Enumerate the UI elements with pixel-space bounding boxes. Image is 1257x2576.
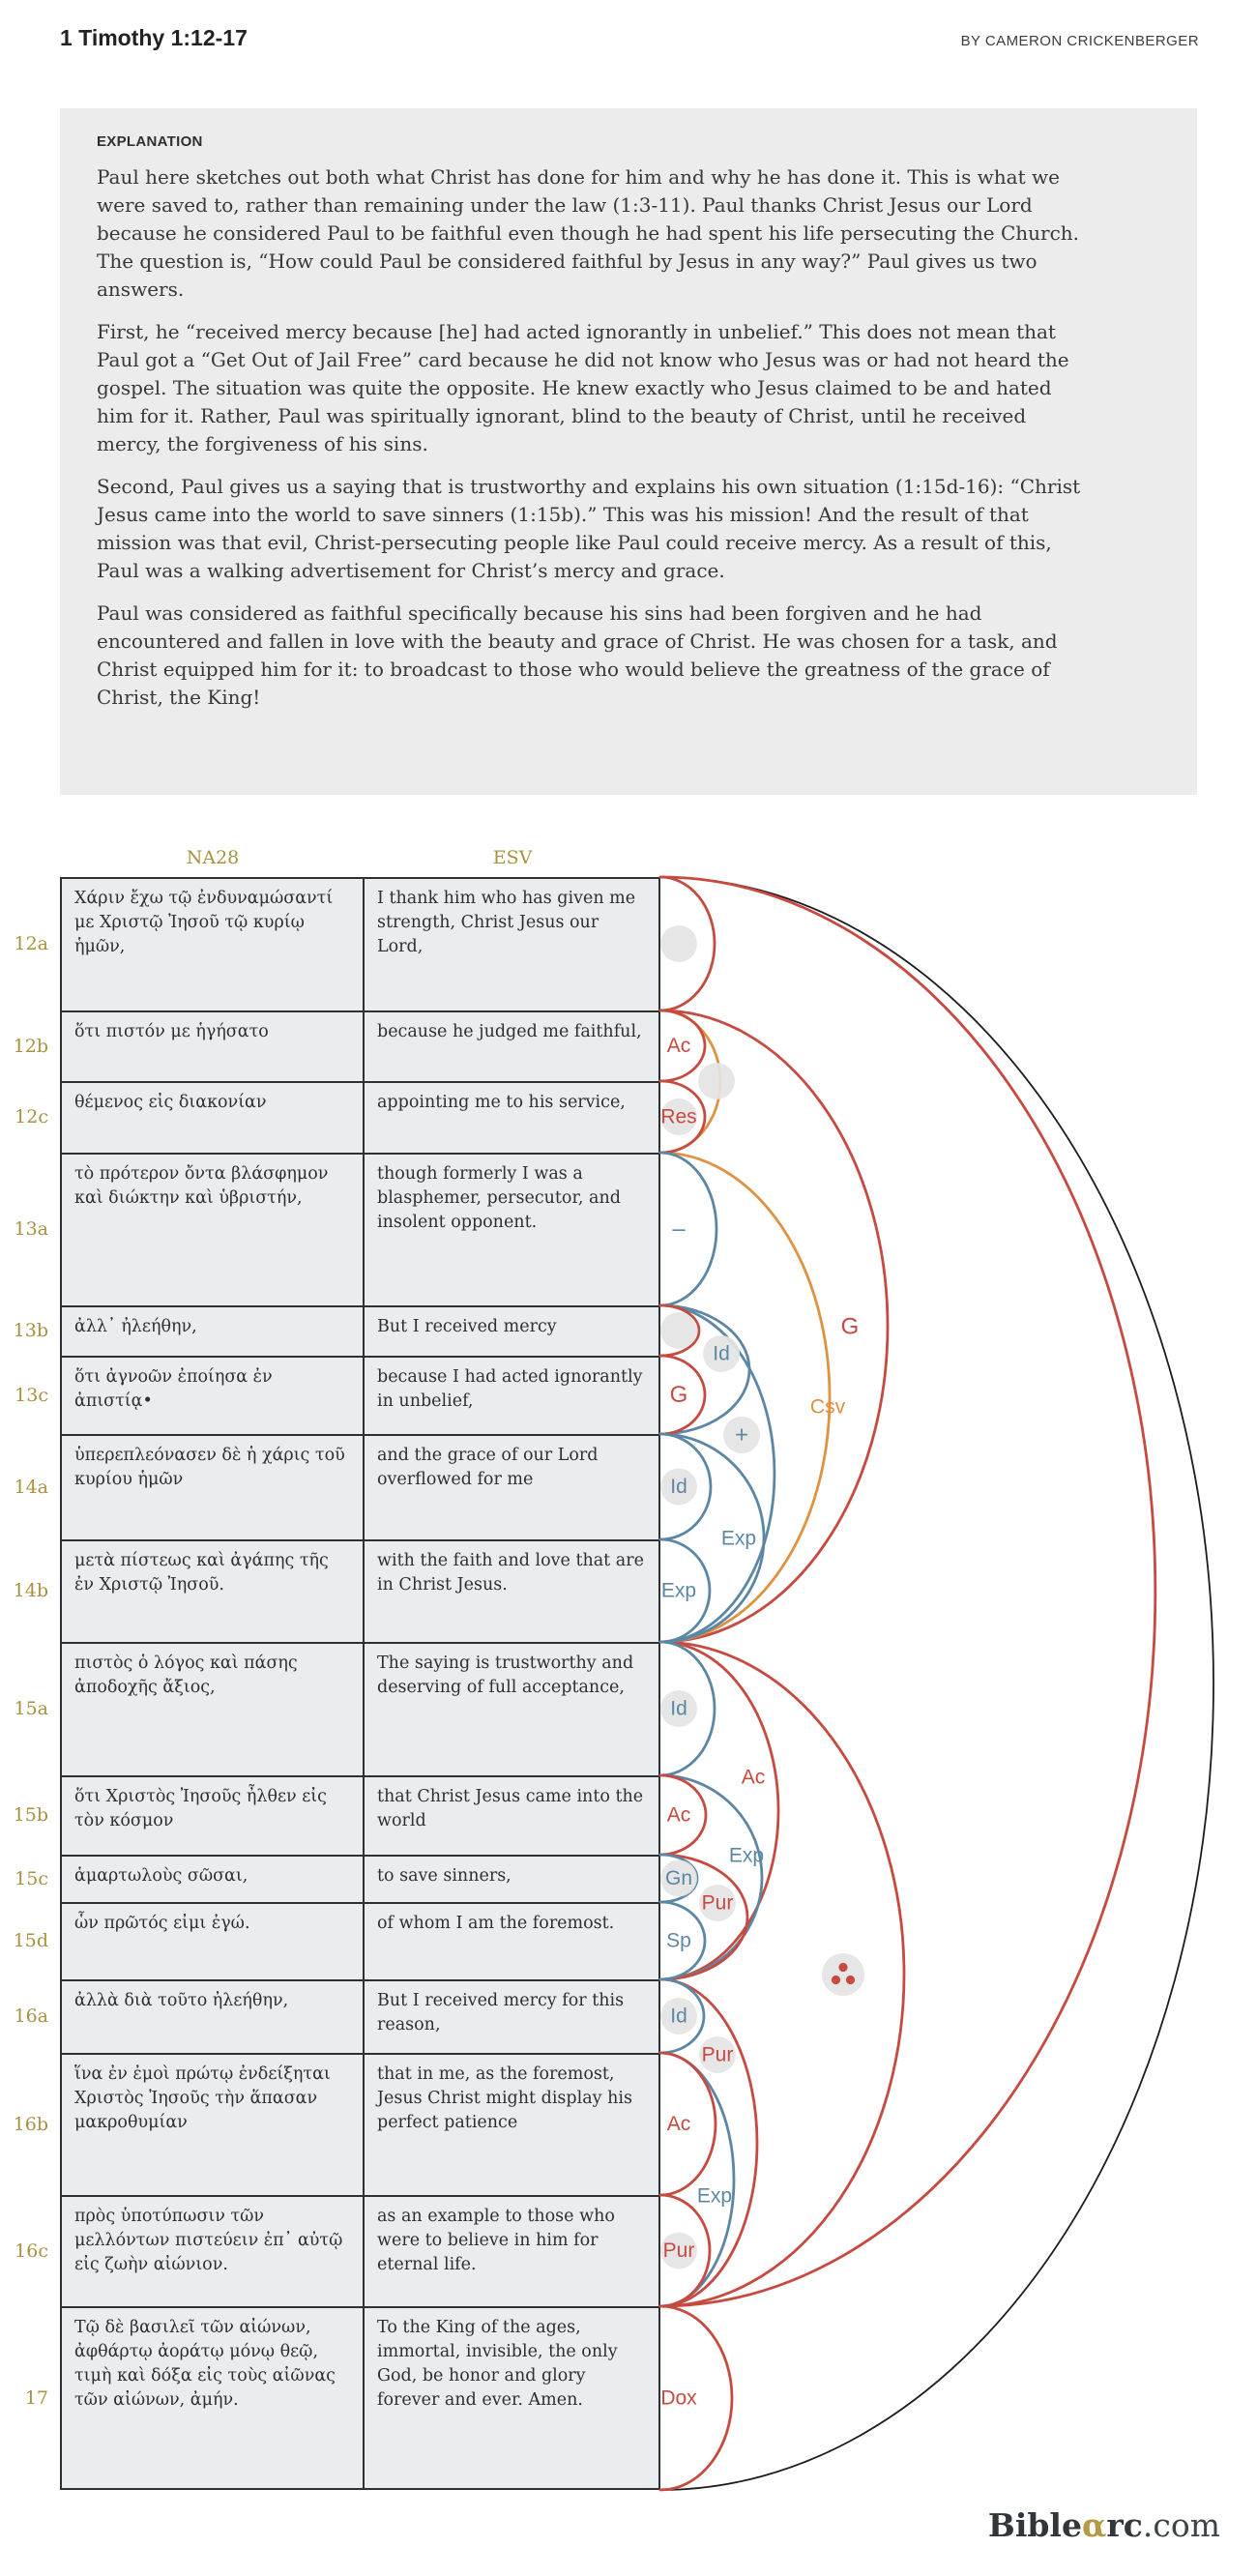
verse-ref-16c: 16c [15, 2239, 48, 2262]
greek-cell: ὑπερεπλεόνασεν δὲ ἡ χάρις τοῦ κυρίου ἡμῶν [60, 1436, 365, 1539]
arc-label-Id: Id [670, 1697, 687, 1720]
logo-com: .com [1142, 2506, 1220, 2544]
verse-ref-12b: 12b [13, 1035, 48, 1057]
arc-label-Gn: Gn [664, 1867, 693, 1889]
english-cell: But I received mercy [365, 1307, 660, 1356]
verse-ref-12a: 12a [14, 933, 48, 954]
english-cell: to save sinners, [365, 1857, 660, 1902]
greek-cell: ἀλλ᾽ ἠλεήθην, [60, 1307, 365, 1356]
verse-ref-13c: 13c [15, 1384, 48, 1406]
arc-label-Res: Res [660, 1105, 697, 1128]
greek-cell: ὅτι ἀγνοῶν ἐποίησα ἐν ἀπιστίᾳ• [60, 1358, 365, 1434]
english-cell: appointing me to his service, [365, 1083, 660, 1153]
english-cell: The saying is trustworthy and deserving of full acceptance, [365, 1644, 660, 1775]
english-cell: with the faith and love that are in Christ Jesus. [365, 1541, 660, 1642]
logo-alpha-icon: α [1081, 2506, 1107, 2544]
label-circle [698, 1063, 735, 1099]
verse-ref-15d: 15d [13, 1930, 48, 1951]
verse-ref-16b: 16b [13, 2113, 48, 2135]
arc-label-Ac: Ac [666, 1035, 691, 1057]
explanation-paragraph: Paul here sketches out both what Christ has done for him and why he has done it. This is what we were saved to, rather than remaining under the law (1:3-11). Paul thanks Christ Jesus our Lord because he considered Paul to be faithful even though he had spent his life persecuting the Church. The question is, “How could Paul be considered faithful by Jesus in any way?” Paul gives us two answers. [97, 165, 1080, 301]
arc-12a-17 [660, 877, 1213, 2490]
english-cell: though formerly I was a blasphemer, persecutor, and insolent opponent. [365, 1155, 660, 1305]
arc-label-Ac: Ac [741, 1766, 766, 1789]
english-cell: because I had acted ignorantly in unbelief, [365, 1358, 660, 1434]
verse-ref-14b: 14b [13, 1580, 48, 1601]
arc-label-G: G [669, 1382, 688, 1408]
verse-ref-15a: 15a [14, 1698, 48, 1719]
label-circle [660, 1312, 697, 1349]
arc-label-Dox: Dox [660, 2386, 697, 2410]
greek-cell: Χάριν ἔχω τῷ ἐνδυναμώσαντί με Χριστῷ Ἰησοῦ τῷ κυρίῳ ἡμῶν, [60, 879, 365, 1010]
logo-rc: rc [1106, 2506, 1143, 2544]
greek-cell: Τῷ δὲ βασιλεῖ τῶν αἰώνων, ἀφθάρτῳ ἀοράτῳ μόνῳ θεῷ, τιμὴ καὶ δόξα εἰς τοὺς αἰῶνας τῶν αἰώνων, ἀμήν. [60, 2308, 365, 2488]
arc-label-Exp: Exp [720, 1527, 757, 1550]
greek-cell: τὸ πρότερον ὄντα βλάσφημον καὶ διώκτην καὶ ὑβριστήν, [60, 1155, 365, 1305]
english-cell: as an example to those who were to believe in him for eternal life. [365, 2197, 660, 2306]
english-cell: that Christ Jesus came into the world [365, 1777, 660, 1855]
explanation-paragraph: Second, Paul gives us a saying that is trustworthy and explains his own situation (1:15d-16): “Christ Jesus came into the world to save sinners (1:15b).” This was his mission! And the result of that mission was that evil, Christ-persecuting people like Paul could receive mercy. As a result of this, Paul was a walking advertisement for Christ’s mercy and grace. [97, 475, 1081, 582]
arc-label-Exp: Exp [696, 2184, 733, 2208]
column-header-english: ESV [492, 847, 533, 868]
explanation-heading: EXPLANATION [97, 133, 203, 150]
greek-cell: ἀλλὰ διὰ τοῦτο ἠλεήθην, [60, 1981, 365, 2053]
arc-label-G: G [840, 1313, 860, 1340]
therefore-dot [832, 1976, 840, 1984]
greek-cell: ὅτι πιστόν με ἡγήσατο [60, 1012, 365, 1081]
greek-cell: θέμενος εἰς διακονίαν [60, 1083, 365, 1153]
arc-label-Id: Id [713, 1342, 730, 1365]
greek-cell: πρὸς ὑποτύπωσιν τῶν μελλόντων πιστεύειν ἐπ᾽ αὐτῷ εἰς ζωὴν αἰώνιον. [60, 2197, 365, 2306]
english-cell: I thank him who has given me strength, Christ Jesus our Lord, [365, 879, 660, 1010]
verse-ref-13a: 13a [14, 1218, 48, 1240]
english-cell: But I received mercy for this reason, [365, 1981, 660, 2053]
english-cell: that in me, as the foremost, Jesus Christ might display his perfect patience [365, 2055, 660, 2195]
greek-cell: ὧν πρῶτός εἰμι ἐγώ. [60, 1904, 365, 1979]
arc-label-Pur: Pur [701, 1891, 734, 1915]
byline: BY CAMERON CRICKENBERGER [960, 33, 1199, 49]
arc-13a [660, 1153, 716, 1305]
greek-cell: ὅτι Χριστὸς Ἰησοῦς ἦλθεν εἰς τὸν κόσμον [60, 1777, 365, 1855]
verse-ref-15b: 15b [13, 1804, 48, 1826]
greek-cell: ἁμαρτωλοὺς σῶσαι, [60, 1857, 365, 1902]
english-cell: because he judged me faithful, [365, 1012, 660, 1081]
verse-ref-13b: 13b [13, 1320, 48, 1341]
arc-12a-16c [660, 877, 1155, 2306]
therefore-icon [822, 1953, 864, 1996]
arc-label-Id: Id [670, 2005, 687, 2028]
english-cell: and the grace of our Lord overflowed for me [365, 1436, 660, 1539]
arc-label-Pur: Pur [662, 2239, 695, 2262]
arc-label-pos: + [734, 1421, 749, 1449]
verse-ref-17: 17 [24, 2387, 48, 2409]
arc-label-Id: Id [670, 1476, 687, 1498]
arc-label-Ac: Ac [666, 2113, 691, 2135]
greek-cell: ἵνα ἐν ἐμοὶ πρώτῳ ἐνδείξηται Χριστὸς Ἰησοῦς τὴν ἅπασαν μακροθυμίαν [60, 2055, 365, 2195]
therefore-dot [838, 1963, 847, 1972]
arc-label-Ac: Ac [666, 1803, 691, 1827]
arc-label-Pur: Pur [701, 2043, 734, 2066]
explanation-paragraph: Paul was considered as faithful specifically because his sins had been forgiven and he had encountered and fallen in love with the beauty and grace of Christ. He was chosen for a task, and Christ equipped him for it: to broadcast to those who would believe the greatness of the grace of Christ, the King! [97, 601, 1058, 709]
biblearc-logo[interactable] [988, 2506, 1220, 2544]
greek-cell: πιστὸς ὁ λόγος καὶ πάσης ἀποδοχῆς ἄξιος, [60, 1644, 365, 1775]
arc-label-Sp: Sp [666, 1929, 691, 1952]
english-cell: To the King of the ages, immortal, invisible, the only God, be honor and glory forever and ever. Amen. [365, 2308, 660, 2488]
verse-ref-16a: 16a [14, 2005, 48, 2027]
arc-label-neg: – [672, 1215, 686, 1243]
english-cell: of whom I am the foremost. [365, 1904, 660, 1979]
arc-label-Exp: Exp [728, 1844, 765, 1867]
therefore-dot [846, 1976, 855, 1984]
column-header-greek: NA28 [186, 847, 240, 868]
page-title: 1 Timothy 1:12-17 [60, 25, 248, 50]
verse-ref-14a: 14a [14, 1476, 48, 1498]
arc-label-Csv: Csv [809, 1395, 846, 1419]
arc-label-Exp: Exp [660, 1579, 697, 1602]
label-circle [660, 925, 697, 962]
explanation-paragraph: First, he “received mercy because [he] had acted ignorantly in unbelief.” This does not mean that Paul got a “Get Out of Jail Free” card because he did not know who Jesus was or had not heard the gospel. The situation was quite the opposite. He knew exactly who Jesus claimed to be and hated him for it. Rather, Paul was spiritually ignorant, blind to the beauty of Christ, until he received mercy, the forgiveness of his sins. [97, 320, 1069, 455]
verse-ref-15c: 15c [15, 1867, 48, 1889]
greek-cell: μετὰ πίστεως καὶ ἀγάπης τῆς ἐν Χριστῷ Ἰησοῦ. [60, 1541, 365, 1642]
logo-bible: Bible [987, 2506, 1082, 2544]
verse-ref-12c: 12c [15, 1106, 48, 1127]
